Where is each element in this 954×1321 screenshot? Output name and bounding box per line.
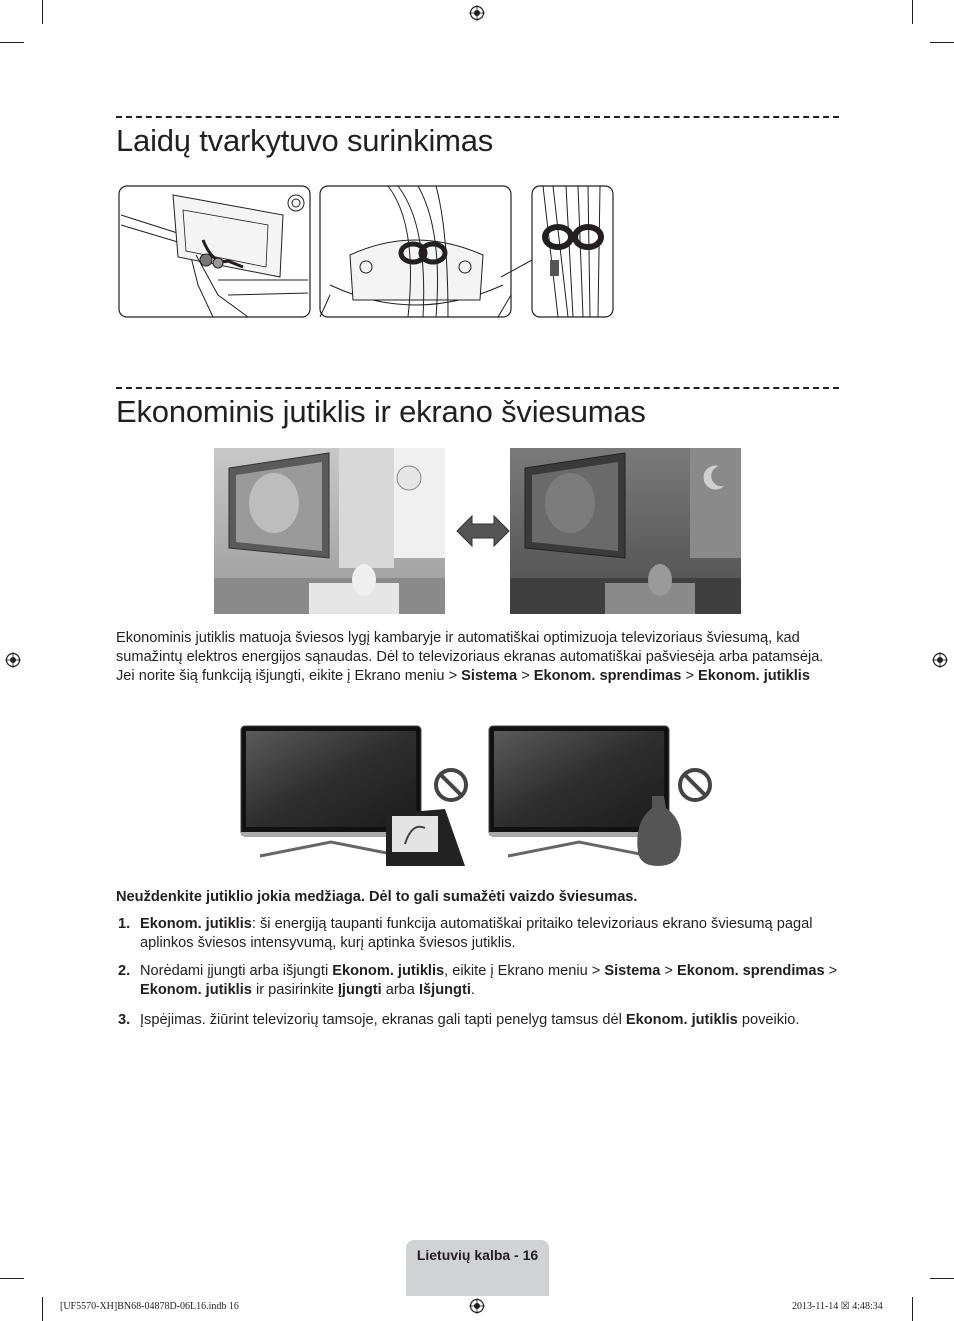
menu-separator: >	[824, 963, 838, 979]
no-sign-icon	[680, 770, 710, 800]
double-arrow-icon	[457, 516, 509, 546]
list-item-text: arba	[381, 982, 419, 998]
registration-mark-icon	[469, 1298, 485, 1314]
list-item-text: , eikite į Ekrano meniu >	[444, 963, 605, 979]
registration-mark-icon	[5, 652, 21, 668]
menu-path-sistema: Sistema	[604, 963, 661, 979]
print-slug-right: 2013-11-14 ☒ 4:48:34	[792, 1301, 883, 1312]
list-item-number: 3.	[118, 1012, 131, 1028]
section-divider	[116, 387, 839, 389]
crop-mark	[912, 0, 913, 24]
list-item-term: Ekonom. jutiklis	[332, 963, 445, 979]
list-item-text: ir pasirinkite	[251, 982, 338, 998]
crop-mark	[42, 0, 43, 24]
tv-with-vase	[489, 726, 681, 866]
crop-mark	[0, 42, 24, 43]
sensor-obstruction-illustration	[240, 724, 716, 866]
list-item-text: .	[470, 982, 475, 998]
crop-mark	[42, 1297, 43, 1321]
print-slug-left: [UF5570-XH]BN68-04878D-06L16.indb 16	[60, 1301, 239, 1312]
menu-separator: >	[517, 668, 534, 684]
cable-manager-illustration	[118, 185, 616, 319]
list-item	[116, 1011, 838, 1031]
list-item-number: 2.	[118, 963, 131, 979]
day-room-image	[214, 448, 445, 614]
list-item-text: : ši energiją taupanti funkcija automatiškai pritaiko televizoriaus ekrano šviesumą pagal aplinkos šviesos intensyvumą, kurį aptinka šviesos jutiklis.	[140, 916, 813, 951]
list-item-term: Ekonom. jutiklis	[140, 916, 252, 932]
section-title-eco-sensor: Ekonominis jutiklis ir ekrano šviesumas	[116, 394, 646, 429]
day-night-room-illustration	[214, 448, 741, 614]
menu-path-ekonom-sprendimas: Ekonom. sprendimas	[533, 668, 682, 684]
list-item	[116, 962, 838, 1002]
page-number-label: Lietuvių kalba - 16	[416, 1247, 539, 1263]
tv-with-photo-frame	[241, 726, 465, 866]
warning-text: Neuždenkite jutiklio jokia medžiaga. Dėl to gali sumažėti vaizdo šviesumas.	[116, 889, 638, 905]
crop-mark	[930, 1278, 954, 1279]
menu-separator: >	[660, 963, 677, 979]
list-item-text: poveikio.	[737, 1012, 800, 1028]
no-sign-icon	[436, 770, 466, 800]
intro-text: Ekonominis jutiklis matuoja šviesos lygį kambaryje ir automatiškai optimizuoja televizoriaus šviesumą, kad sumažintų elektros energijos sąnaudas. Dėl to televizoriaus ekranas automatiškai pašviesėja arba patamsėja. Jei norite šią funkciją išjungti, eikite į Ekrano meniu >	[116, 630, 824, 684]
crop-mark	[930, 42, 954, 43]
cable-bundle-detail-panel	[532, 186, 613, 317]
eco-sensor-intro	[116, 629, 836, 686]
registration-mark-icon	[932, 652, 948, 668]
list-item-number: 1.	[118, 916, 131, 932]
menu-path-sistema: Sistema	[461, 668, 518, 684]
menu-path-ekonom-jutiklis: Ekonom. jutiklis	[140, 982, 252, 998]
crop-mark	[0, 1278, 24, 1279]
menu-path-ekonom-jutiklis: Ekonom. jutiklis	[698, 668, 810, 684]
list-item-term: Ekonom. jutiklis	[625, 1012, 738, 1028]
cable-clip-detail-panel	[320, 186, 511, 317]
option-off: Išjungti	[418, 982, 471, 998]
section-divider	[116, 116, 839, 118]
list-item	[116, 915, 838, 955]
list-item-text: Įspėjimas. žiūrint televizorių tamsoje, ekranas gali tapti penelyg tamsus dėl	[140, 1012, 626, 1028]
stand-back-panel	[119, 186, 310, 317]
menu-separator: >	[681, 668, 699, 684]
menu-path-ekonom-sprendimas: Ekonom. sprendimas	[677, 963, 825, 979]
night-room-image	[510, 448, 741, 614]
section-title-cable-manager: Laidų tvarkytuvo surinkimas	[116, 123, 494, 158]
option-on: Įjungti	[337, 982, 382, 998]
registration-mark-icon	[469, 5, 485, 21]
list-item-text: Norėdami įjungti arba išjungti	[140, 963, 333, 979]
crop-mark	[912, 1297, 913, 1321]
